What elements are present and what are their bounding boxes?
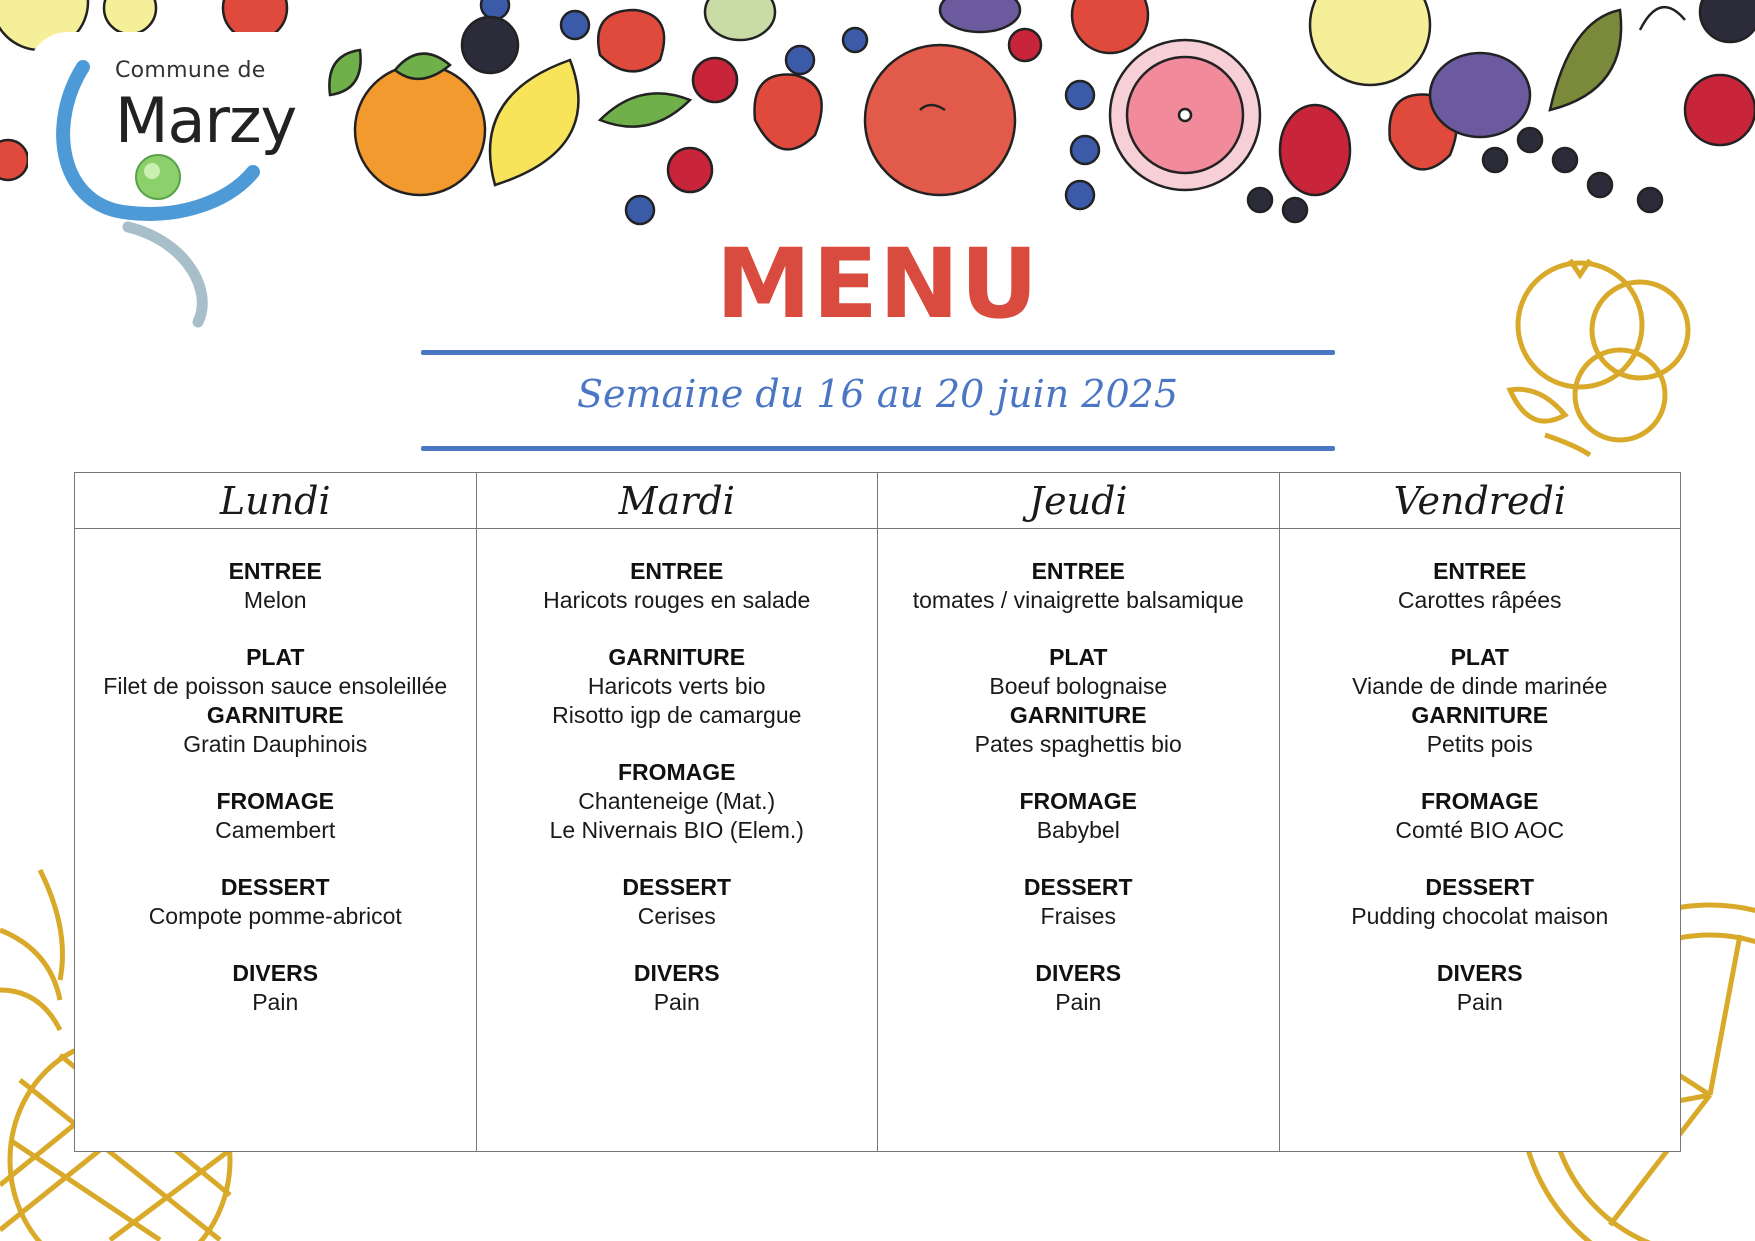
day-menu-mardi: [477, 529, 878, 1017]
category-label: PLAT: [246, 644, 305, 670]
category-label: PLAT: [1049, 644, 1108, 670]
category-label: DIVERS: [1436, 960, 1523, 986]
dish-fromage: Chanteneige (Mat.): [578, 788, 776, 814]
category-label: DESSERT: [1425, 874, 1535, 900]
dish-entree: Haricots rouges en salade: [543, 587, 811, 613]
dish-garniture: Pates spaghettis bio: [974, 731, 1182, 757]
category-label: DESSERT: [220, 874, 330, 900]
dish-dessert: Fraises: [1040, 903, 1116, 929]
category-label: ENTREE: [228, 558, 322, 584]
day-menu-lundi: [75, 529, 476, 1017]
category-label: GARNITURE: [206, 702, 344, 728]
dish-fromage: Camembert: [215, 817, 336, 843]
dish-fromage: Le Nivernais BIO (Elem.): [549, 817, 804, 843]
day-header-vendredi: Vendredi: [1280, 473, 1681, 529]
dish-plat: Viande de dinde marinée: [1352, 673, 1608, 699]
dish-divers: Pain: [1055, 989, 1102, 1015]
title-divider-top: [421, 350, 1335, 355]
dish-dessert: Compote pomme-abricot: [148, 903, 402, 929]
category-label: GARNITURE: [1009, 702, 1147, 728]
dish-plat: Filet de poisson sauce ensoleillée: [103, 673, 448, 699]
day-column-lundi: [75, 473, 476, 1151]
day-column-mardi: [476, 473, 878, 1151]
category-label: DIVERS: [633, 960, 720, 986]
day-column-jeudi: [877, 473, 1279, 1151]
dish-plat: Boeuf bolognaise: [989, 673, 1168, 699]
day-menu-vendredi: [1280, 529, 1681, 1017]
category-label: FROMAGE: [1019, 788, 1138, 814]
dish-entree: Carottes râpées: [1397, 587, 1562, 613]
category-label: DIVERS: [1035, 960, 1122, 986]
logo-name: Marzy: [115, 84, 297, 157]
dish-garniture: Petits pois: [1426, 731, 1533, 757]
dish-dessert: Cerises: [637, 903, 716, 929]
dish-fromage: Babybel: [1036, 817, 1120, 843]
dish-entree: Melon: [243, 587, 307, 613]
dish-garniture: Gratin Dauphinois: [183, 731, 368, 757]
category-label: ENTREE: [630, 558, 724, 584]
dish-entree: tomates / vinaigrette balsamique: [912, 587, 1244, 613]
day-column-vendredi: [1279, 473, 1681, 1151]
day-menu-jeudi: [878, 529, 1279, 1017]
dish-divers: Pain: [1456, 989, 1503, 1015]
category-label: ENTREE: [1433, 558, 1527, 584]
dish-dessert: Pudding chocolat maison: [1351, 903, 1609, 929]
logo-commune-label: Commune de: [115, 58, 266, 83]
day-header-mardi: Mardi: [477, 473, 878, 529]
dish-garniture: Haricots verts bio: [587, 673, 766, 699]
category-label: DESSERT: [1023, 874, 1133, 900]
dish-divers: Pain: [653, 989, 700, 1015]
week-subtitle: Semaine du 16 au 20 juin 2025: [576, 372, 1179, 416]
category-label: GARNITURE: [608, 644, 746, 670]
category-label: FROMAGE: [617, 759, 736, 785]
title-divider-bottom: [421, 446, 1335, 451]
day-header-jeudi: Jeudi: [878, 473, 1279, 529]
day-header-lundi: Lundi: [75, 473, 476, 529]
category-label: DIVERS: [232, 960, 319, 986]
menu-title: MENU: [715, 228, 1040, 340]
category-label: PLAT: [1450, 644, 1509, 670]
category-label: DESSERT: [622, 874, 732, 900]
dish-garniture: Risotto igp de camargue: [552, 702, 802, 728]
category-label: GARNITURE: [1411, 702, 1549, 728]
dish-divers: Pain: [252, 989, 299, 1015]
category-label: FROMAGE: [1420, 788, 1539, 814]
weekly-menu-table: [74, 472, 1681, 1152]
dish-fromage: Comté BIO AOC: [1395, 817, 1565, 843]
category-label: FROMAGE: [216, 788, 335, 814]
blueberry-outline-icon: [1500, 250, 1700, 460]
category-label: ENTREE: [1031, 558, 1125, 584]
